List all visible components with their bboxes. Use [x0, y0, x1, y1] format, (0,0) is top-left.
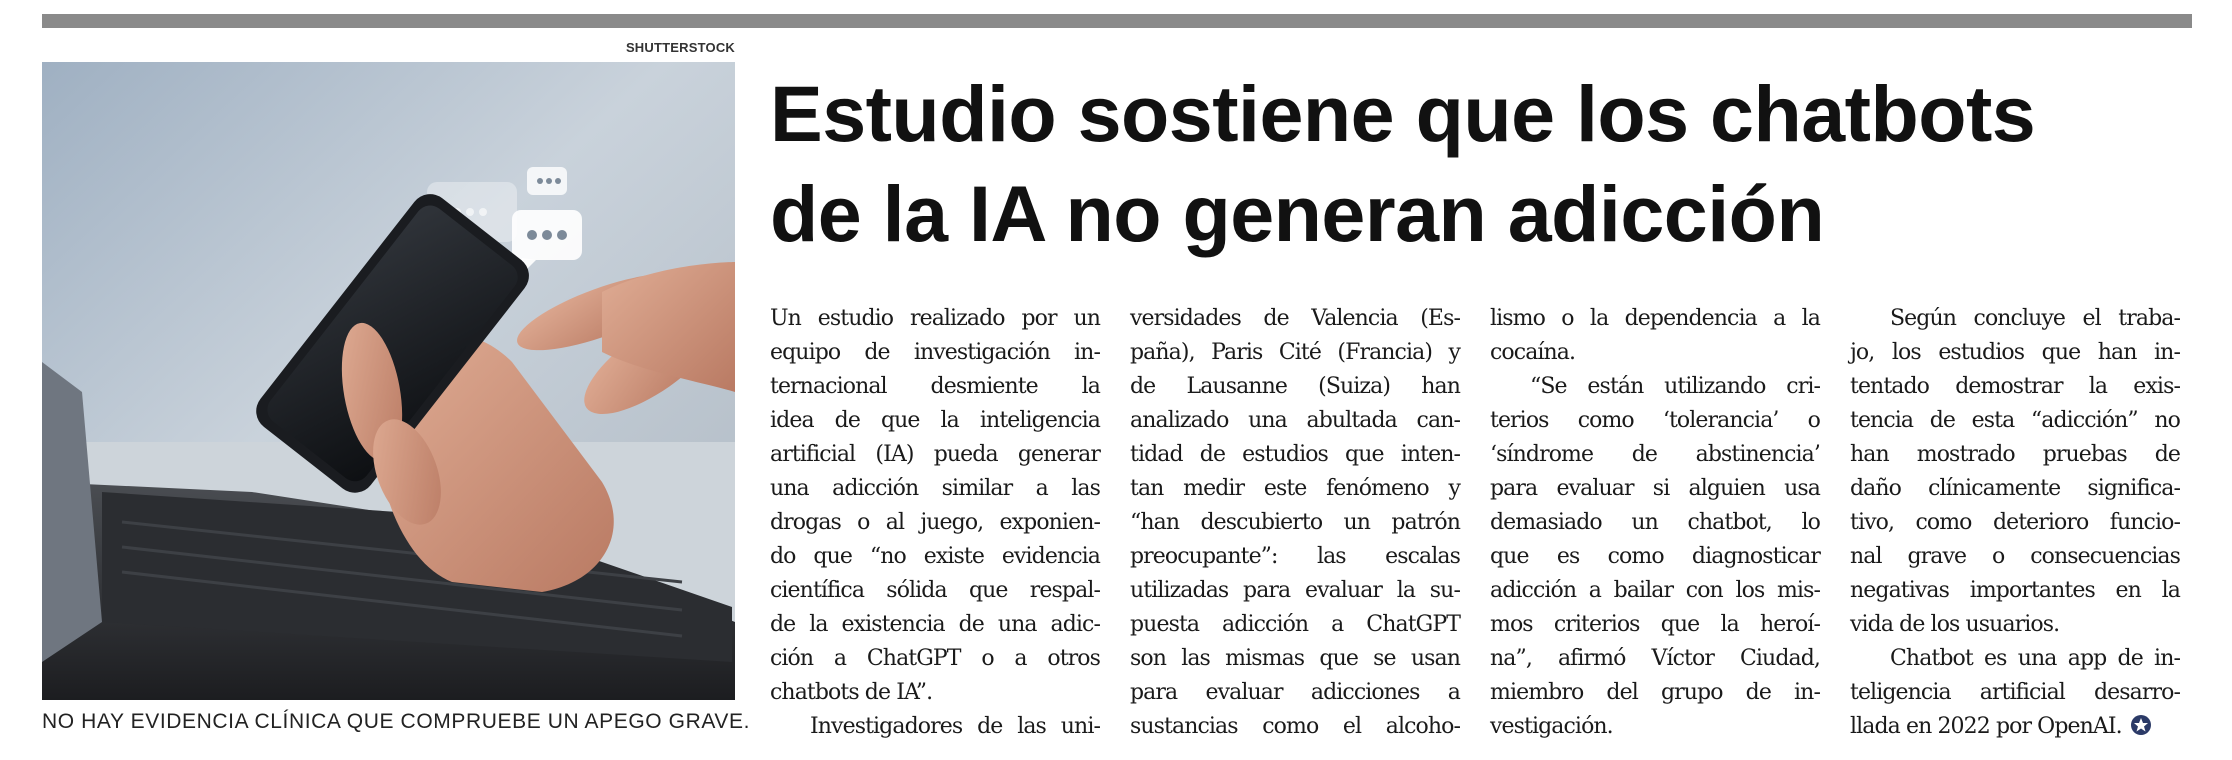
text-line: drogas o al juego, exponien- [770, 510, 1100, 535]
text-line: “Se están utilizando cri- [1530, 374, 1820, 399]
text-line: tan medir este fenómeno y [1130, 476, 1460, 501]
text-line: son las mismas que se usan [1130, 646, 1460, 671]
text-line: “han descubierto un patrón [1130, 510, 1460, 535]
text-line: miembro del grupo de in- [1490, 680, 1820, 705]
text-line: han mostrado pruebas de [1850, 442, 2180, 467]
text-line: tencia de esta “adicción” no [1850, 408, 2180, 433]
article-column-1 [770, 302, 1100, 744]
headline-line: Estudio sostiene que los chatbots [770, 69, 2036, 158]
text-line: analizado una abultada can- [1130, 408, 1460, 433]
text-line: utilizadas para evaluar la su- [1130, 578, 1460, 603]
text-line: teligencia artificial desarro- [1850, 680, 2180, 705]
text-line: idea de que la inteligencia [770, 408, 1100, 433]
headline-line: de la IA no generan adicción [770, 169, 1825, 258]
text-line: de la existencia de una adic- [770, 612, 1100, 637]
text-line: vestigación. [1490, 714, 1613, 739]
text-line: sustancias como el alcoho- [1130, 714, 1460, 739]
closing-line-text: llada en 2022 por OpenAI. [1850, 714, 2122, 739]
text-line: versidades de Valencia (Es- [1130, 306, 1460, 331]
photo-caption: NO HAY EVIDENCIA CLÍNICA QUE COMPRUEBE UN APEGO GRAVE. [42, 710, 751, 733]
text-line: cocaína. [1490, 340, 1576, 365]
end-of-article-star-icon [2130, 714, 2152, 736]
text-line: daño clínicamente significa- [1850, 476, 2180, 501]
text-line: negativas importantes en la [1850, 578, 2180, 603]
article-column-3 [1490, 302, 1820, 744]
text-line: ción a ChatGPT o a otros [770, 646, 1100, 671]
text-line: demasiado un chatbot, lo [1490, 510, 1820, 535]
text-line: científica sólida que respal- [770, 578, 1100, 603]
text-line: terios como ‘tolerancia’ o [1490, 408, 1820, 433]
text-line [1850, 710, 2180, 744]
text-line: adicción a bailar con los mis- [1490, 578, 1820, 603]
top-rule [42, 14, 2192, 28]
photo-credit: SHUTTERSTOCK [625, 40, 735, 55]
text-line: Un estudio realizado por un [770, 306, 1100, 331]
text-line: Investigadores de las uni- [810, 714, 1100, 739]
text-line: de Lausanne (Suiza) han [1130, 374, 1460, 399]
text-line: tentado demostrar la exis- [1850, 374, 2180, 399]
text-line: preocupante”: las escalas [1130, 544, 1460, 569]
headline [770, 64, 2190, 264]
article-column-4 [1850, 302, 2180, 744]
text-line: para evaluar adicciones a [1130, 680, 1460, 705]
text-line: nal grave o consecuencias [1850, 544, 2180, 569]
text-line: ‘síndrome de abstinencia’ [1490, 442, 1820, 467]
text-line: lismo o la dependencia a la [1490, 306, 1820, 331]
text-line: para evaluar si alguien usa [1490, 476, 1820, 501]
text-line: Según concluye el traba- [1890, 306, 2180, 331]
text-line: una adicción similar a las [770, 476, 1100, 501]
text-line: paña), Paris Cité (Francia) y [1130, 340, 1460, 365]
article-photo [42, 62, 735, 700]
text-line: mos criterios que la heroí- [1490, 612, 1820, 637]
text-line: equipo de investigación in- [770, 340, 1100, 365]
text-line: jo, los estudios que han in- [1850, 340, 2180, 365]
text-line: chatbots de IA”. [770, 680, 933, 705]
text-line: na”, afirmó Víctor Ciudad, [1490, 646, 1820, 671]
text-line: que es como diagnosticar [1490, 544, 1820, 569]
text-line: do que “no existe evidencia [770, 544, 1100, 569]
text-line: Chatbot es una app de in- [1890, 646, 2180, 671]
text-line: vida de los usuarios. [1850, 612, 2060, 637]
text-line: ternacional desmiente la [770, 374, 1100, 399]
text-line: artificial (IA) pueda generar [770, 442, 1100, 467]
text-line: tidad de estudios que inten- [1130, 442, 1460, 467]
article-column-2 [1130, 302, 1460, 744]
text-line: puesta adicción a ChatGPT [1130, 612, 1460, 637]
text-line: tivo, como deterioro funcio- [1850, 510, 2180, 535]
